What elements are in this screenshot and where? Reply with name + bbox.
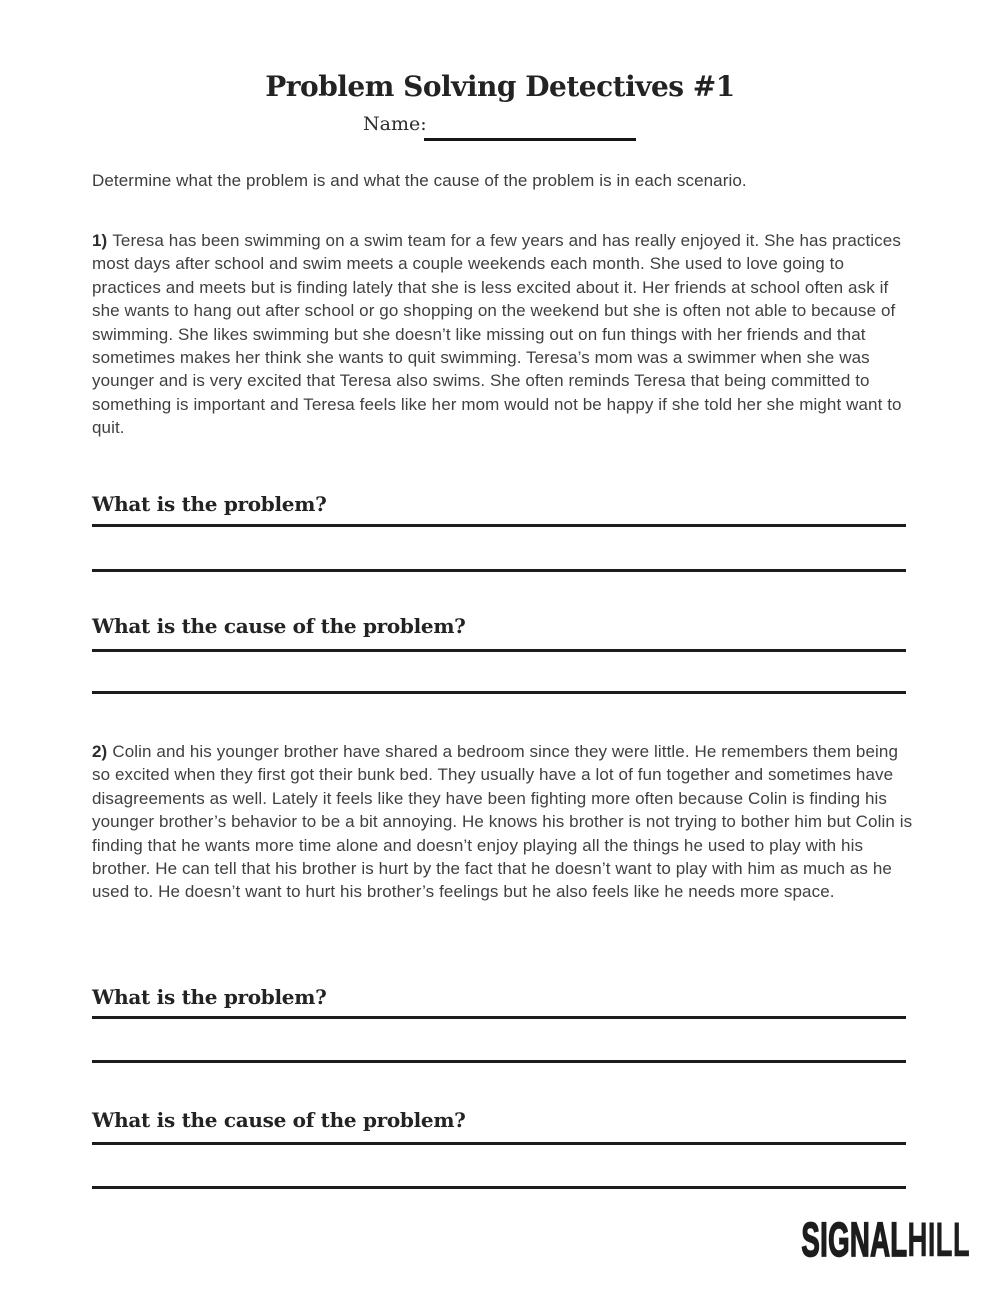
page-title: Problem Solving Detectives #1	[265, 70, 735, 103]
name-label: Name:	[363, 113, 427, 135]
logo-text-signal: SIGNAL	[801, 1211, 908, 1267]
scenario-2-number: 2)	[92, 742, 108, 761]
scenario-2-text: Colin and his younger brother have shared a bedroom since they were little. He remembers them being so excited when they first got their bunk bed. They usually have a lot of fun together and sometimes have disagreements as well. Lately it feels like they have been fighting more often because Colin is finding his younger brother’s behavior to be a bit annoying. He knows his brother is not trying to bother him but Colin is finding that he wants more time alone and doesn’t enjoy playing all the things he used to play with his brother. He can tell that his brother is hurt by the fact that he doesn’t want to play with him as much as he used to. He doesn’t want to hurt his brother’s feelings but he also feels like he needs more space.	[92, 742, 913, 902]
scenario-1-number: 1)	[92, 231, 108, 250]
instruction-text: Determine what the problem is and what the cause of the problem is in each scenario.	[92, 171, 747, 190]
scenario-1-paragraph	[92, 229, 914, 440]
name-blank-field[interactable]	[424, 138, 636, 141]
signalhill-logo	[801, 1211, 970, 1267]
scenario-1-text: Teresa has been swimming on a swim team for a few years and has really enjoyed it. She has practices most days after school and swim meets a couple weekends each month. She used to love going to practices and meets but is finding lately that she is less excited about it. Her friends at school often ask if she wants to hang out after school or go shopping on the weekend but she is often not able to because of swimming. She likes swimming but she doesn’t like missing out on fun things with her friends and that sometimes makes her think she wants to quit swimming. Teresa’s mom was a swimmer when she was younger and is very excited that Teresa also swims. She often reminds Teresa that being committed to something is important and Teresa feels like her mom would not be happy if she told her she might want to quit.	[92, 231, 902, 438]
scenario-1-cause-answer-line-1[interactable]	[92, 649, 906, 652]
logo-text-hill: HILL	[907, 1211, 970, 1267]
scenario-1-cause-answer-line-2[interactable]	[92, 691, 906, 694]
scenario-2-cause-answer-line-1[interactable]	[92, 1142, 906, 1145]
scenario-2-cause-question: What is the cause of the problem?	[92, 1108, 466, 1132]
scenario-1-cause-question: What is the cause of the problem?	[92, 614, 466, 638]
scenario-2-problem-answer-line-2[interactable]	[92, 1060, 906, 1063]
scenario-1-problem-answer-line-1[interactable]	[92, 524, 906, 527]
scenario-1-problem-question: What is the problem?	[92, 492, 327, 516]
scenario-1-problem-answer-line-2[interactable]	[92, 569, 906, 572]
scenario-2-problem-answer-line-1[interactable]	[92, 1016, 906, 1019]
scenario-2-problem-question: What is the problem?	[92, 985, 327, 1009]
scenario-2-cause-answer-line-2[interactable]	[92, 1186, 906, 1189]
scenario-2-paragraph	[92, 740, 914, 904]
